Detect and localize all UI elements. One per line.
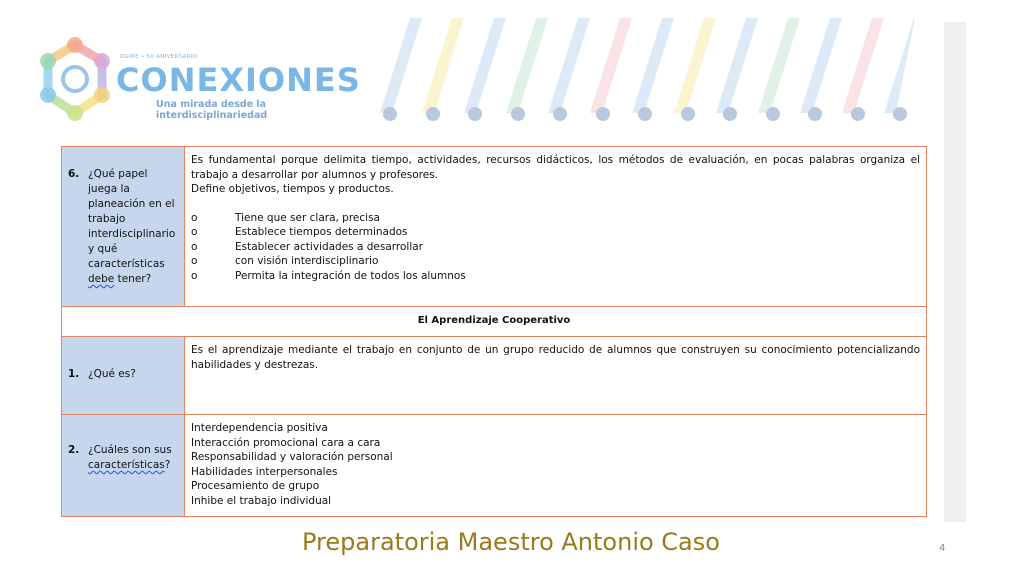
section-title-cell bbox=[62, 307, 927, 337]
logo-tagline: DGIRE • 50 ANIVERSARIO bbox=[120, 54, 198, 60]
answer-cell bbox=[185, 147, 927, 307]
table-row bbox=[62, 147, 927, 307]
list-item: Responsabilidad y valoración personal bbox=[191, 451, 393, 463]
question-text-main: ¿Qué papel juega la planeación en el trabajo interdisciplinario y qué características bbox=[88, 168, 176, 270]
question-number: 1. bbox=[68, 368, 80, 380]
question-text-end: tener? bbox=[114, 273, 152, 285]
question-cell bbox=[62, 337, 185, 415]
answer-text: Es el aprendizaje mediante el trabajo en conjunto de un grupo reducido de alumnos que construyen su conocimiento potencializando habilidades y destrezas. bbox=[191, 344, 920, 371]
answer-cell bbox=[185, 337, 927, 415]
question-cell bbox=[62, 415, 185, 517]
list-item bbox=[191, 254, 920, 269]
question-text bbox=[88, 443, 178, 473]
bullet-text: Permita la integración de todos los alumnos bbox=[235, 269, 466, 282]
list-item bbox=[191, 211, 920, 226]
question-text-underlined: características bbox=[88, 459, 165, 471]
bullet-text: con visión interdisciplinario bbox=[235, 255, 379, 267]
bullet-marker: o bbox=[191, 255, 198, 267]
question-text-end: ? bbox=[164, 459, 171, 471]
question-text: ¿Qué es? bbox=[88, 368, 136, 380]
question-text-main: ¿Cuáles son sus bbox=[88, 444, 172, 456]
bullet-marker: o bbox=[191, 211, 198, 224]
network-hexagon-icon bbox=[30, 35, 120, 125]
list-item: Inhibe el trabajo individual bbox=[191, 494, 332, 507]
content-table bbox=[61, 146, 927, 517]
bullet-marker: o bbox=[191, 226, 198, 238]
list-item bbox=[191, 225, 920, 240]
list-item: Interdependencia positiva bbox=[191, 422, 328, 434]
question-number: 6. bbox=[68, 168, 80, 180]
side-strip bbox=[944, 22, 966, 522]
list-item bbox=[191, 269, 920, 284]
table-row bbox=[62, 415, 927, 517]
footer-title: Preparatoria Maestro Antonio Caso bbox=[302, 528, 720, 556]
table-row bbox=[62, 337, 927, 415]
list-item: Interacción promocional cara a cara bbox=[191, 436, 381, 449]
bullet-marker: o bbox=[191, 240, 198, 253]
table-row bbox=[62, 307, 927, 337]
bullet-text: Establece tiempos determinados bbox=[235, 226, 408, 238]
bullet-text: Tiene que ser clara, precisa bbox=[235, 211, 380, 224]
list-item: Habilidades interpersonales bbox=[191, 465, 338, 478]
logo-title: CONEXIONES bbox=[116, 61, 361, 99]
question-number: 2. bbox=[68, 444, 80, 456]
question-text-underlined: debe bbox=[88, 273, 115, 285]
logo-subtitle: Una mirada desde la interdisciplinariedad bbox=[156, 99, 268, 121]
decorative-stripes bbox=[380, 18, 915, 123]
list-item bbox=[191, 240, 920, 255]
conexiones-logo bbox=[30, 35, 361, 130]
answer-intro: Es fundamental porque delimita tiempo, actividades, recursos didácticos, los métodos de evaluación, en pocas palabras organiza el trabajo a desarrollar por alumnos y profesores. bbox=[191, 154, 920, 181]
question-cell bbox=[62, 147, 185, 307]
list-item: Procesamiento de grupo bbox=[191, 480, 320, 492]
question-text bbox=[88, 167, 178, 287]
bullet-text: Establecer actividades a desarrollar bbox=[235, 240, 424, 253]
bullet-marker: o bbox=[191, 269, 198, 282]
answer-line: Define objetivos, tiempos y productos. bbox=[191, 183, 394, 195]
page-number: 4 bbox=[939, 543, 946, 554]
section-title: El Aprendizaje Cooperativo bbox=[417, 315, 571, 326]
answer-cell bbox=[185, 415, 927, 517]
